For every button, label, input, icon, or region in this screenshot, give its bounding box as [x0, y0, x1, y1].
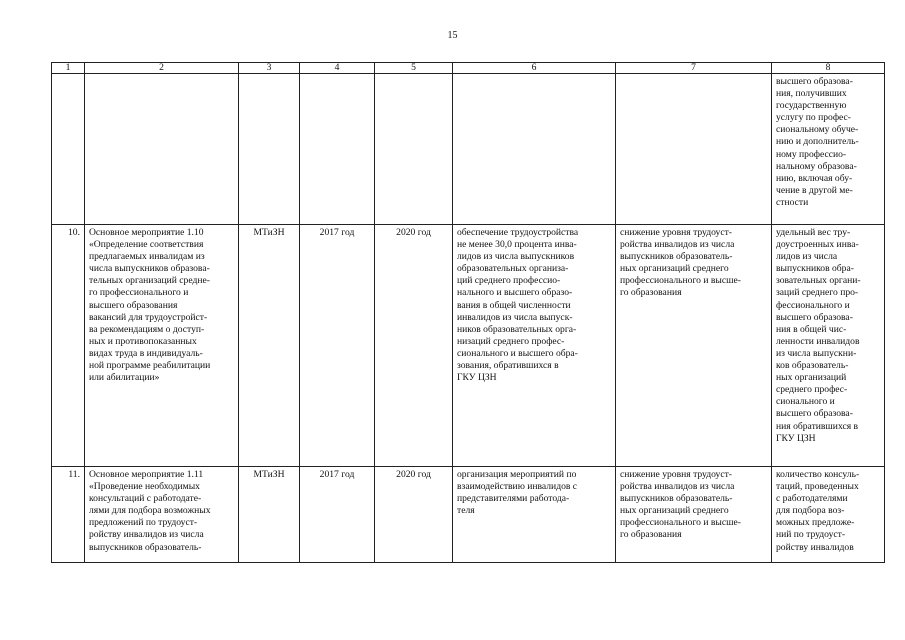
column-header: 2 [85, 63, 239, 74]
row-number [52, 74, 85, 225]
measure-name [85, 74, 239, 225]
end-year: 2020 год [375, 225, 453, 467]
expected-result: организация мероприятий по взаимодействию инвалидов с представителями работода- теля [453, 467, 616, 563]
table-row [52, 74, 885, 225]
indicator: высшего образова- ния, получивших государственную услугу по профес- сиональному обуче- нию и дополнитель- ному профессио- нальному образова- нию, включая обу- чение в другой ме- стности [772, 74, 885, 225]
measure-name: Основное мероприятие 1.10 «Определение соответствия предлагаемых инвалидам из числа выпускников образова- тельных организаций средне- го профессионального и высшего образования вакансий для трудоустройст- ва рекомендациям о доступ- ных и противопоказанных видах труда в индивидуаль- ной программе реабилитации или абилитации» [85, 225, 239, 467]
column-header: 5 [375, 63, 453, 74]
column-header: 7 [616, 63, 772, 74]
executor: МТиЗН [239, 467, 300, 563]
page-number: 15 [447, 30, 458, 41]
indicator: количество консуль- таций, проведенных с работодателями для подбора воз- можных предложе- ний по трудоуст- ройству инвалидов [772, 467, 885, 563]
column-header: 8 [772, 63, 885, 74]
column-header: 3 [239, 63, 300, 74]
table-header-row [52, 63, 885, 74]
column-header: 6 [453, 63, 616, 74]
row-number: 11. [52, 467, 85, 563]
consequences [616, 74, 772, 225]
column-header: 4 [300, 63, 375, 74]
start-year: 2017 год [300, 225, 375, 467]
measures-table [51, 62, 885, 563]
executor [239, 74, 300, 225]
table-row [52, 467, 885, 563]
start-year: 2017 год [300, 467, 375, 563]
column-header: 1 [52, 63, 85, 74]
expected-result [453, 74, 616, 225]
table-row [52, 225, 885, 467]
measure-name: Основное мероприятие 1.11 «Проведение необходимых консультаций с работодате- лями для подбора возможных предложений по трудоуст- ройству инвалидов из числа выпускников образователь- [85, 467, 239, 563]
expected-result: обеспечение трудоустройства не менее 30,0 процента инва- лидов из числа выпускников образовательных организа- ций среднего профессио- нального и высшего образо- вания в общей численности инвалидов из числа выпуск- ников образовательных орга- низаций среднего профес- сионального и высшего обра- зования, обратившихся в ГКУ ЦЗН [453, 225, 616, 467]
start-year [300, 74, 375, 225]
executor: МТиЗН [239, 225, 300, 467]
consequences: снижение уровня трудоуст- ройства инвалидов из числа выпускников образователь- ных организаций среднего профессионального и высше- го образования [616, 467, 772, 563]
end-year [375, 74, 453, 225]
end-year: 2020 год [375, 467, 453, 563]
row-number: 10. [52, 225, 85, 467]
consequences: снижение уровня трудоуст- ройства инвалидов из числа выпускников образователь- ных организаций среднего профессионального и высше- го образования [616, 225, 772, 467]
indicator: удельный вес тру- доустроенных инва- лидов из числа выпускников обра- зовательных органи- заций среднего про- фессионального и высшего образова- ния в общей чис- ленности инвалидов из числа выпускни- ков образователь- ных организаций среднего профес- сионального и высшего образова- ния обратившихся в ГКУ ЦЗН [772, 225, 885, 467]
